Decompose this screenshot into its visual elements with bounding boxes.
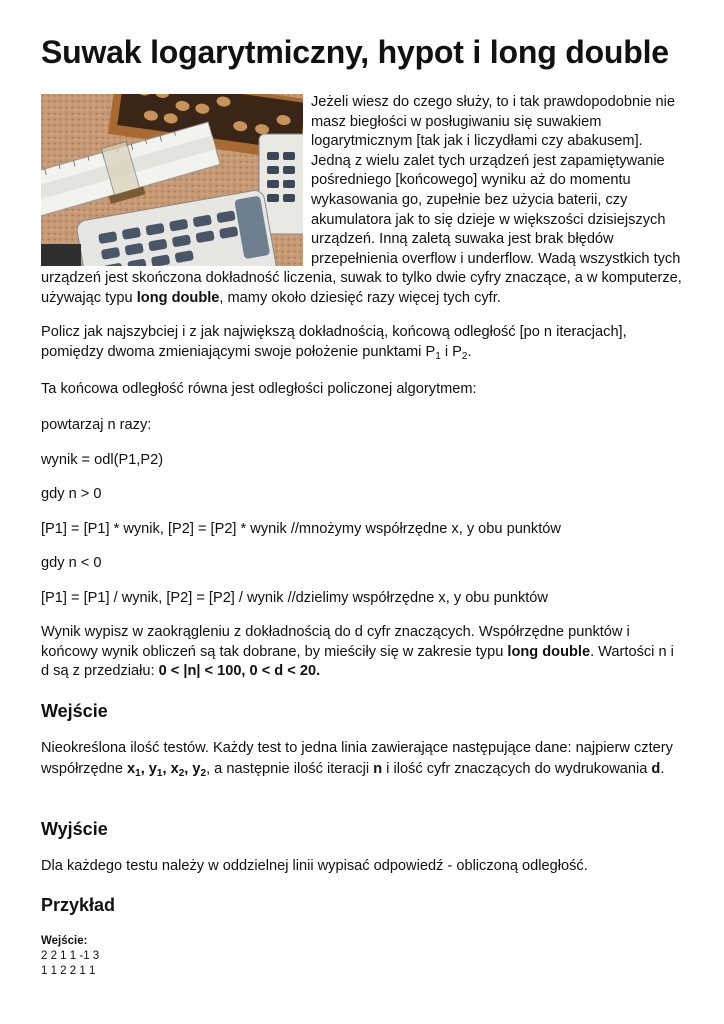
result-bold-type: long double: [507, 643, 591, 660]
sub-1: 1: [135, 768, 141, 779]
policz-paragraph: [41, 323, 681, 366]
algo-line: [P1] = [P1] / wynik, [P2] = [P2] / wynik //dzielimy współrzędne x, y obu punktów: [41, 590, 548, 606]
result-bold-range: 0 < |n| < 100, 0 < d < 20.: [158, 663, 321, 680]
algorithm-intro: Ta końcowa odległość równa jest odległości policzonej algorytmem:: [41, 381, 477, 397]
sub-2: 2: [200, 768, 207, 779]
var-y: y: [192, 761, 201, 777]
comma: ,: [162, 761, 171, 777]
policz-end: .: [467, 343, 472, 360]
subscript-1: 1: [435, 350, 441, 362]
result-text: Wynik wypisz w zaokrągleniu z dokładnością do d cyfr znaczących. Współrzędne punktów i końcowy wynik obliczeń są tak dobrane, by mieściły się w zakresie typu: [41, 624, 630, 660]
output-paragraph: Dla każdego testu należy w oddzielnej linii wypisać odpowiedź - obliczoną odległość.: [41, 858, 588, 874]
var-y: y: [148, 761, 157, 777]
sub-2: 2: [178, 768, 185, 779]
intro-text-end: , mamy około dziesięć razy więcej tych cyfr.: [219, 289, 501, 306]
var-x: x: [170, 761, 179, 777]
sub-1: 1: [156, 768, 163, 779]
algo-line: [P1] = [P1] * wynik, [P2] = [P2] * wynik //mnożymy współrzędne x, y obu punktów: [41, 521, 561, 537]
algo-line: gdy n < 0: [41, 555, 102, 571]
result-paragraph: [41, 623, 681, 682]
example-line: 1 1 2 2 1 1: [41, 965, 96, 977]
var-d: d: [651, 761, 661, 777]
input-paragraph: [41, 738, 681, 784]
var-x: x: [127, 761, 136, 777]
result-text-2: . Wartości n i d są z przedziału:: [41, 643, 674, 680]
intro-paragraph: [41, 93, 686, 309]
comma: ,: [184, 761, 193, 777]
policz-mid: i P: [440, 343, 462, 360]
example-block: [41, 934, 99, 979]
algo-line: gdy n > 0: [41, 486, 102, 502]
input-text-3: i ilość cyfr znaczących do wydrukowania: [382, 761, 652, 777]
subscript-2: 2: [461, 350, 468, 362]
section-heading-output: Wyjście: [41, 819, 108, 839]
input-text-2: , a następnie ilość iteracji: [206, 761, 374, 777]
intro-text: Jeżeli wiesz do czego służy, to i tak prawdopodobnie nie masz biegłości w posługiwaniu się suwakiem logarytmicznym [tak jak i liczydłami czy abakusem]. Jedną z wielu zalet tych urządzeń jest zapamiętywanie pośredniego [końcowego] wyniku aż do momentu wykasowania go, zupełnie bez użycia baterii, czy akumulatora jak to się dzieje w większości dzisiejszych urządzeń. Inną zaletą suwaka jest brak błędów przepełnienia overflow i underflow. Wadą wszystkich tych urządzeń jest skończona dokładność liczenia, suwak to tylko dwie cyfry znaczące, a w komputerze, używając typu: [41, 94, 682, 306]
var-n: n: [373, 761, 383, 777]
comma: ,: [140, 761, 149, 777]
example-label: Wejście:: [41, 935, 88, 947]
policz-text: Policz jak najszybciej i z jak największą dokładnością, końcową odległość [po n iteracjach], pomiędzy dwoma zmieniającymi swoje położenie punktami P: [41, 324, 627, 360]
intro-bold-type: long double: [136, 289, 220, 306]
section-heading-example: Przykład: [41, 895, 116, 915]
section-heading-input: Wejście: [41, 701, 108, 721]
algo-line: wynik = odl(P1,P2): [41, 452, 164, 468]
input-text: Nieokreślona ilość testów. Każdy test to jedna linia zawierające następujące dane: najpierw cztery współrzędne: [41, 740, 673, 777]
input-text-end: .: [660, 761, 665, 777]
example-line: 2 2 1 1 -1 3: [41, 950, 100, 962]
algo-line: powtarzaj n razy:: [41, 417, 152, 433]
page-title: Suwak logarytmiczny, hypot i long double: [41, 34, 669, 70]
